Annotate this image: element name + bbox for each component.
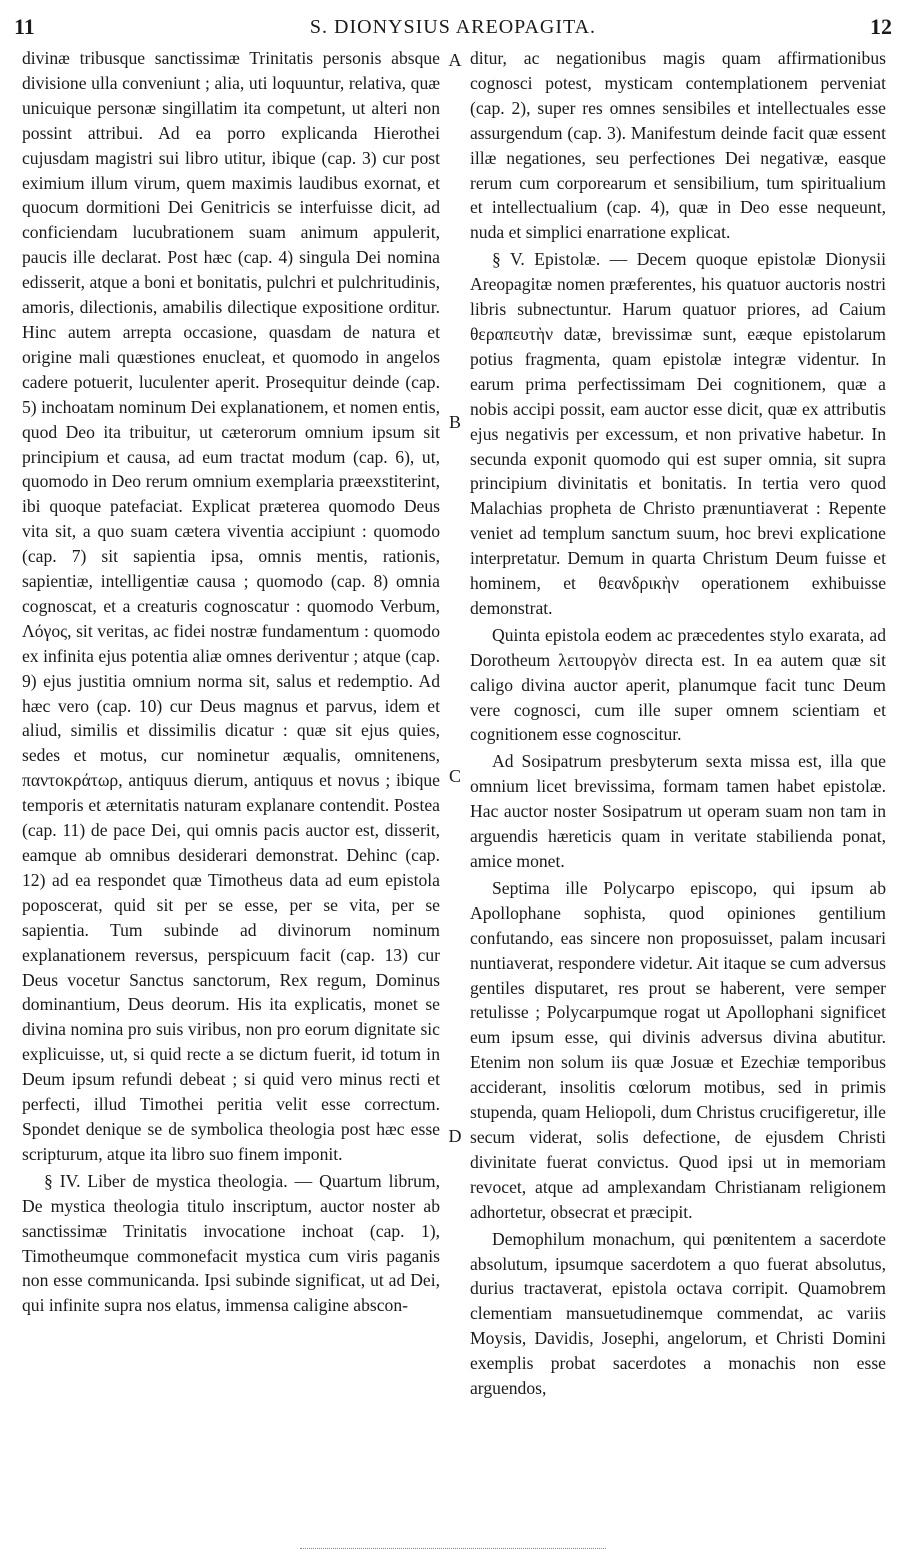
paragraph: ditur, ac negationibus magis quam affirmationibus cognosci potest, mysticam contemplationem perveniat (cap. 2), super res omnes sensibiles et intellectuales esse assurgendum (cap. 3). Manifestum deinde facit quæ essent illæ negationes, seu perfectiones Dei negativæ, easque rerum cum corporearum et sensibilium, tum spiritualium et intellectualium (cap. 4), quæ in Deo esse nequeunt, nuda et simplici enarratione explicat. [470,48,886,243]
page-number-right: 12 [870,14,892,39]
paragraph: Demophilum monachum, qui pœnitentem a sacerdote absolutum, ipsumque sacerdotem a quo fuerat absolutus, durius tractaverat, epistola octava corripit. Quamobrem clementiam mansuetudinemque commendat, ac variis Moysis, Davidis, Josephi, angelorum, et Christi Domini exemplis probat sacerdotes a monachis non esse arguendos, [470,1228,886,1399]
left-column [22,46,440,1318]
paragraph: Quinta epistola eodem ac præcedentes stylo exarata, ad Dorotheum λειτουργὸν directa est. In ea autem quæ sit caligo divina auctor aperit, planumque facit tunc Deum vere cognosci, cum ille super omnem scientiam et cognitionem esse cognoscitur. [470,624,886,745]
margin-letter-a: A [448,50,462,70]
section-v-paragraph: § V. Epistolæ. — Decem quoque epistolæ Dionysii Areopagitæ nomen præferentes, his quatuor auctoris nostri libris subnectuntur. Harum quatuor priores, ad Caium θεραπευτὴν datæ, brevissimæ sunt, eæque epistolarum potius fragmenta, quam epistolæ integræ videntur. In earum prima perfectissimam Dei cognitionem, quæ a nobis accipi possit, eam auctor esse dicit, quæ ex attributis ejus negativis per excessum, et non privative habetur. In secunda exponit quomodo qui est super omnia, sit supra principium divinitatis et bonitatis. In tertia vero quod Malachias propheta de Christo prænuntiaverat : Repente veniet ad templum sanctum suum, hoc brevi explicatione interpretatur. Demum in quarta Christum Deum fuisse et hominem, et θεανδρικὴν operationem exhibuisse demonstrat. [470,249,886,618]
margin-letter-b: B [448,412,461,432]
paragraph: divinæ tribusque sanctissimæ Trinitatis personis absque divisione ulla conveniunt ; alia, uti loquuntur, relativa, quæ unicuique personæ singillatim ita competunt, ut alteri non possint attribui. Ad ea porro explicanda Hierothei cujusdam magistri sui libro utitur, ibique (cap. 3) cur post eximium illum virum, quem maximis laudibus exornat, et quocum dormitioni Dei Genitricis se interfuisse dicit, ad conficiendam lucubrationem suam animum appulerit, paucis ille declarat. Post hæc (cap. 4) singula Dei nomina edisserit, atque a boni et bonitatis, pulchri et pulchritudinis, amoris, dilectionis, amabilis dilectique expositione orditur. Hinc autem arrepta occasione, quasdam de natura et origine mali quæstiones enucleat, et quomodo in angelos cadere potuerit, luculenter aperit. Prosequitur deinde (cap. 5) inchoatam nominum Dei explanationem, et nomen entis, quod Deo ita tribuitur, ut cæterorum omnium ipsum sit principium et causa, ad eum tractat modum (cap. 6), ut, quomodo in Deo rerum omnium exemplaria præexstiterint, ibi quoque patefaciat. Explicat præterea quomodo Deus vita sit, a quo suam cætera viventia accipiunt : quomodo (cap. 7) sit sapientia ipsa, omnis mentis, rationis, sapientiæ, intelligentiæ causa ; quomodo (cap. 8) omnia cognoscat, et a creaturis cognoscatur : quomodo Verbum, Λόγος, sit veritas, ac fidei nostræ fundamentum : quomodo ex infinita ejus potentia aliæ omnes deriventur ; atque (cap. 9) ejus justitia omnium norma sit, salus et redemptio. Ad hæc vero (cap. 10) cur Deus magnus et parvus, idem et aliud, similis et dissimilis dicatur : quæ sit ejus quies, sedes et motus, cur nominetur æqualis, omnitenens, παντοκράτωρ, antiquus dierum, antiquus et novus ; ibique temporis et æternitatis naturam explanare contendit. Postea (cap. 11) de pace Dei, qui omnis pacis auctor est, disserit, eamque ab omnibus desiderari demonstrat. Dehinc (cap. 12) ad ea respondet quæ Timotheus data ad eum epistola poposcerat, quid sit per se esse, per se vita, per se sapientia. Tum subinde ad divinorum nominum explanationem reversus, perspicuum facit (cap. 13) cur Deus vocetur Sanctus sanctorum, Rex regum, Dominus dominantium, Deus deorum. His ita explicatis, monet se divina nomina pro suis viribus, non pro eorum dignitate sic explicuisse, ut, si quid recte a se dictum fuerit, id totum in Deum ipsum refundi debeat ; si quid vero minus recti et perfecti, illud Timothei peritia velit esse correctum. Spondet denique se de symbolica theologia post hæc esse scripturum, atque ita libro suo finem imponit. [22,48,440,1164]
right-column [470,46,886,1401]
page-number-left: 11 [14,14,35,39]
running-header [14,14,892,44]
bottom-rule [300,1548,606,1549]
margin-letter-d: D [448,1126,462,1146]
running-title: S. DIONYSIUS AREOPAGITA. [309,16,597,38]
margin-letter-c: C [448,766,461,786]
section-iv-paragraph: § IV. Liber de mystica theologia. — Quartum librum, De mystica theologia titulo inscriptum, auctor noster ab sanctissimæ Trinitatis invocatione inchoat (cap. 1), Timotheumque commonefacit mystica cum viris paganis non esse communicanda. Ipsi subinde significat, ut ad Dei, qui infinite supra nos elatus, immensa caligine abscon- [22,1170,440,1316]
paragraph: Septima ille Polycarpo episcopo, qui ipsum ab Apollophane sophista, quod opiniones gentilium confutando, eas sincere non proposuisset, palam incusari nuntiaverat, respondere videtur. Ait itaque se cum adversus gentiles disputaret, res prout se haberent, vere semper retulisse ; Polycarpumque rogat ut Apollophani significet eum ipsum esse, qui divinis adversus divina abutitur. Etenim non solum iis quæ Josuæ et Ezechiæ temporibus acciderant, insolitis cœlorum motibus, sed in primis stupenda, quam Heliopoli, dum Christus crucifigeretur, ille secum viderat, solis defectione, de ejusdem Christi divinitate fuerat convictus. Quod ipsi ut in memoriam revocet, atque ad amplexandam Christianam religionem adhortetur, obsecrat et præcipit. [470,877,886,1222]
paragraph: Ad Sosipatrum presbyterum sexta missa est, illa que omnium licet brevissima, formam tamen habet epistolæ. Hac auctor noster Sosipatrum ut operam suam non tam in arguendis hæreticis quam in veritate stabilienda ponat, amice monet. [470,751,886,871]
